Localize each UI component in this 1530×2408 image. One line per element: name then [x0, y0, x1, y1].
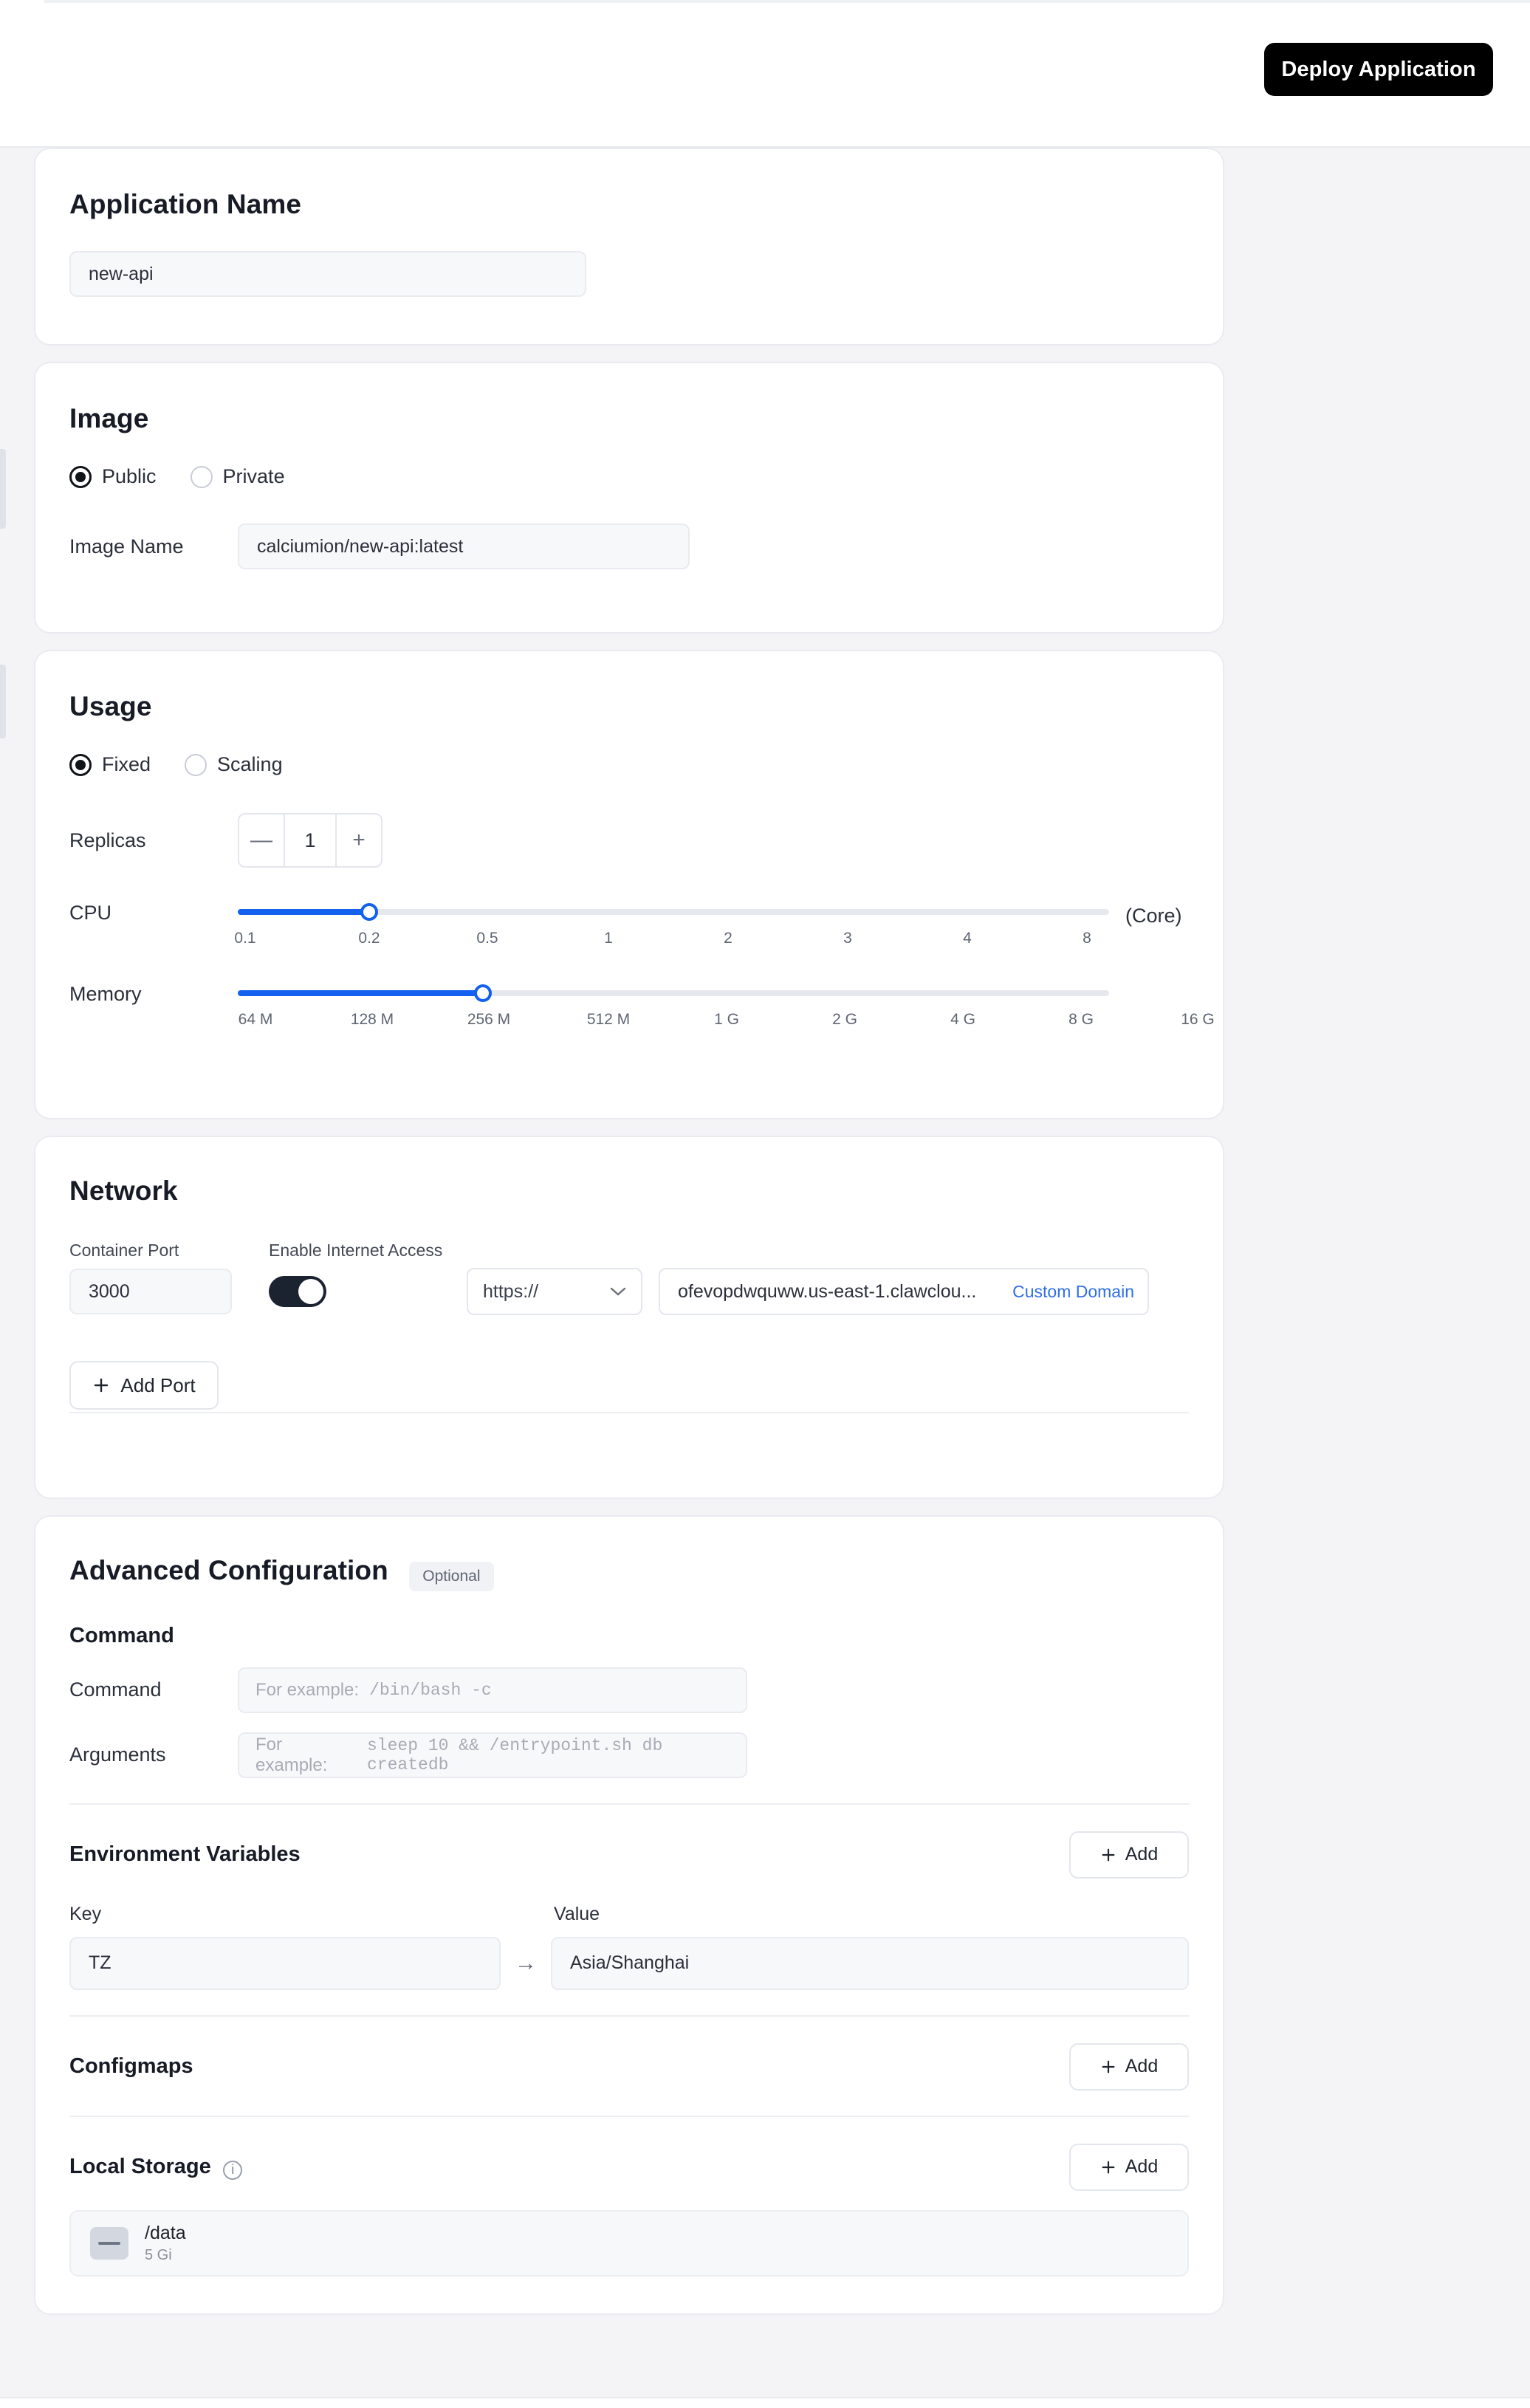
arguments-row [69, 1732, 1223, 1778]
bottom-bar [0, 2397, 1530, 2408]
memory-slider-fill [238, 990, 483, 996]
enable-internet-access-header: Enable Internet Access [269, 1241, 443, 1260]
advanced-divider-3 [69, 2116, 1189, 2117]
env-value-input[interactable]: Asia/Shanghai [551, 1937, 1189, 1990]
storage-size: 5 Gi [145, 2246, 172, 2263]
cpu-slider-knob[interactable] [360, 903, 378, 921]
radio-scaling-icon[interactable] [185, 754, 207, 776]
arguments-placeholder-prefix: For example: [255, 1734, 328, 1775]
memory-tick-3: 512 M [586, 1011, 631, 1028]
form-content [34, 148, 1224, 2331]
memory-row [69, 980, 1223, 1040]
arguments-input[interactable] [238, 1732, 747, 1778]
application-name-card [34, 148, 1224, 346]
command-placeholder-example: /bin/bash -c [369, 1680, 492, 1700]
command-row [69, 1667, 1223, 1713]
cpu-tick-7: 8 [1083, 930, 1091, 947]
usage-type-radio-group [69, 753, 1223, 776]
radio-public-icon[interactable] [69, 466, 92, 488]
replicas-increment-button[interactable]: + [335, 814, 381, 866]
advanced-title-row [69, 1555, 1223, 1591]
radio-public-label[interactable]: Public [102, 465, 157, 487]
env-column-headers [69, 1904, 1223, 1925]
container-port-input[interactable]: 3000 [69, 1269, 232, 1314]
add-local-storage-button[interactable] [1069, 2144, 1189, 2191]
plus-icon [92, 1376, 110, 1394]
cpu-label: CPU [69, 902, 112, 924]
add-configmap-button[interactable] [1069, 2043, 1189, 2090]
list-item[interactable] [69, 2210, 1189, 2277]
image-name-label: Image Name [69, 535, 184, 558]
memory-tick-5: 2 G [832, 1011, 857, 1028]
advanced-configuration-card [34, 1515, 1224, 2315]
memory-tick-2: 256 M [467, 1011, 511, 1028]
radio-private-label[interactable]: Private [222, 465, 285, 487]
table-row [69, 1937, 1223, 1990]
add-environment-variable-label: Add [1125, 1844, 1159, 1865]
sidebar-edge-marker-2 [0, 665, 6, 738]
memory-tick-7: 8 G [1068, 1011, 1094, 1028]
cpu-unit-label: (Core) [1125, 905, 1182, 927]
cpu-tick-0: 0.1 [234, 930, 256, 947]
cpu-tick-4: 2 [724, 930, 733, 947]
image-type-radio-group [69, 465, 1223, 488]
add-environment-variable-button[interactable] [1069, 1831, 1189, 1879]
custom-domain-link[interactable]: Custom Domain [1012, 1281, 1134, 1301]
replicas-stepper[interactable] [238, 813, 382, 868]
replicas-row [69, 813, 1223, 868]
environment-variables-header [69, 1831, 1189, 1879]
add-port-label: Add Port [120, 1373, 196, 1396]
command-label: Command [69, 1678, 162, 1701]
cpu-tick-5: 3 [843, 930, 852, 947]
info-icon[interactable]: i [223, 2161, 242, 2180]
memory-slider-knob[interactable] [474, 984, 492, 1002]
replicas-value[interactable]: 1 [304, 829, 316, 851]
toggle-knob [298, 1279, 323, 1304]
storage-path: /data [145, 2222, 186, 2243]
cpu-tick-1: 0.2 [358, 930, 380, 947]
public-domain-field[interactable] [659, 1268, 1149, 1315]
protocol-select[interactable] [467, 1268, 642, 1315]
application-name-input[interactable]: new-api [69, 251, 586, 297]
cpu-tick-6: 4 [963, 930, 972, 947]
top-bar-divider [44, 0, 1530, 3]
network-title: Network [69, 1176, 178, 1206]
image-title: Image [69, 403, 149, 433]
advanced-divider-1 [69, 1803, 1189, 1805]
image-card [34, 362, 1224, 634]
command-placeholder-prefix: For example: [255, 1679, 360, 1700]
usage-title: Usage [69, 691, 152, 721]
radio-private-icon[interactable] [191, 466, 213, 488]
replicas-decrement-button[interactable]: — [239, 814, 285, 866]
plus-icon [1100, 2159, 1116, 2175]
public-domain-value: ofevopdwquww.us-east-1.clawclou... [678, 1280, 977, 1302]
memory-slider[interactable] [238, 980, 1215, 1040]
radio-fixed-label[interactable]: Fixed [102, 753, 151, 775]
container-port-header: Container Port [69, 1241, 179, 1260]
environment-variables-title: Environment Variables [69, 1842, 301, 1867]
memory-tick-0: 64 M [238, 1011, 273, 1028]
plus-icon [1100, 1847, 1116, 1863]
radio-scaling-label[interactable]: Scaling [217, 753, 283, 775]
arguments-label: Arguments [69, 1743, 166, 1766]
advanced-configuration-title: Advanced Configuration [69, 1555, 388, 1585]
add-configmap-label: Add [1125, 2056, 1159, 2077]
network-card [34, 1136, 1224, 1499]
application-name-title: Application Name [69, 189, 302, 219]
storage-disk-icon [90, 2227, 128, 2260]
replicas-label: Replicas [69, 829, 146, 851]
memory-tick-6: 4 G [950, 1011, 975, 1028]
cpu-tick-3: 1 [604, 930, 613, 947]
configmaps-header [69, 2043, 1189, 2090]
chevron-down-icon [610, 1286, 626, 1297]
arguments-placeholder-example: sleep 10 && /entrypoint.sh db createdb [367, 1735, 663, 1774]
env-key-input[interactable]: TZ [69, 1937, 501, 1990]
network-column-headers [69, 1241, 1223, 1260]
add-port-button[interactable] [69, 1361, 219, 1410]
image-name-row [69, 524, 1223, 569]
cpu-row [69, 899, 1223, 959]
radio-fixed-icon[interactable] [69, 754, 92, 776]
sidebar-edge-marker-1 [0, 449, 6, 529]
top-bar [0, 0, 1530, 148]
advanced-divider-2 [69, 2015, 1189, 2017]
command-input[interactable] [238, 1667, 747, 1713]
protocol-select-value: https:// [483, 1280, 539, 1302]
usage-card [34, 650, 1224, 1119]
network-divider [69, 1412, 1189, 1413]
command-section-title: Command [69, 1623, 174, 1647]
add-local-storage-label: Add [1125, 2156, 1159, 2178]
deploy-application-button[interactable]: Deploy Application [1264, 43, 1493, 96]
optional-badge: Optional [409, 1562, 493, 1591]
memory-tick-1: 128 M [350, 1011, 394, 1028]
memory-label: Memory [69, 983, 142, 1005]
memory-tick-4: 1 G [714, 1011, 739, 1028]
env-key-header: Key [69, 1903, 102, 1924]
memory-tick-8: 16 G [1181, 1011, 1215, 1028]
plus-icon [1100, 2059, 1116, 2075]
storage-text-wrap [145, 2223, 186, 2264]
cpu-slider-fill [238, 909, 369, 915]
env-value-header: Value [554, 1903, 600, 1924]
collapsed-sidebar-sliver [0, 148, 16, 2408]
image-name-input[interactable]: calciumion/new-api:latest [238, 524, 690, 569]
cpu-tick-2: 0.5 [476, 930, 498, 947]
local-storage-title: Local Storage [69, 2154, 211, 2178]
local-storage-title-wrap [69, 2155, 242, 2180]
arrow-right-icon: → [515, 1950, 537, 1975]
enable-internet-access-toggle[interactable] [269, 1276, 326, 1307]
network-port-row [69, 1268, 1223, 1315]
configmaps-title: Configmaps [69, 2054, 193, 2079]
local-storage-header [69, 2144, 1189, 2191]
cpu-slider[interactable] [234, 899, 1109, 959]
